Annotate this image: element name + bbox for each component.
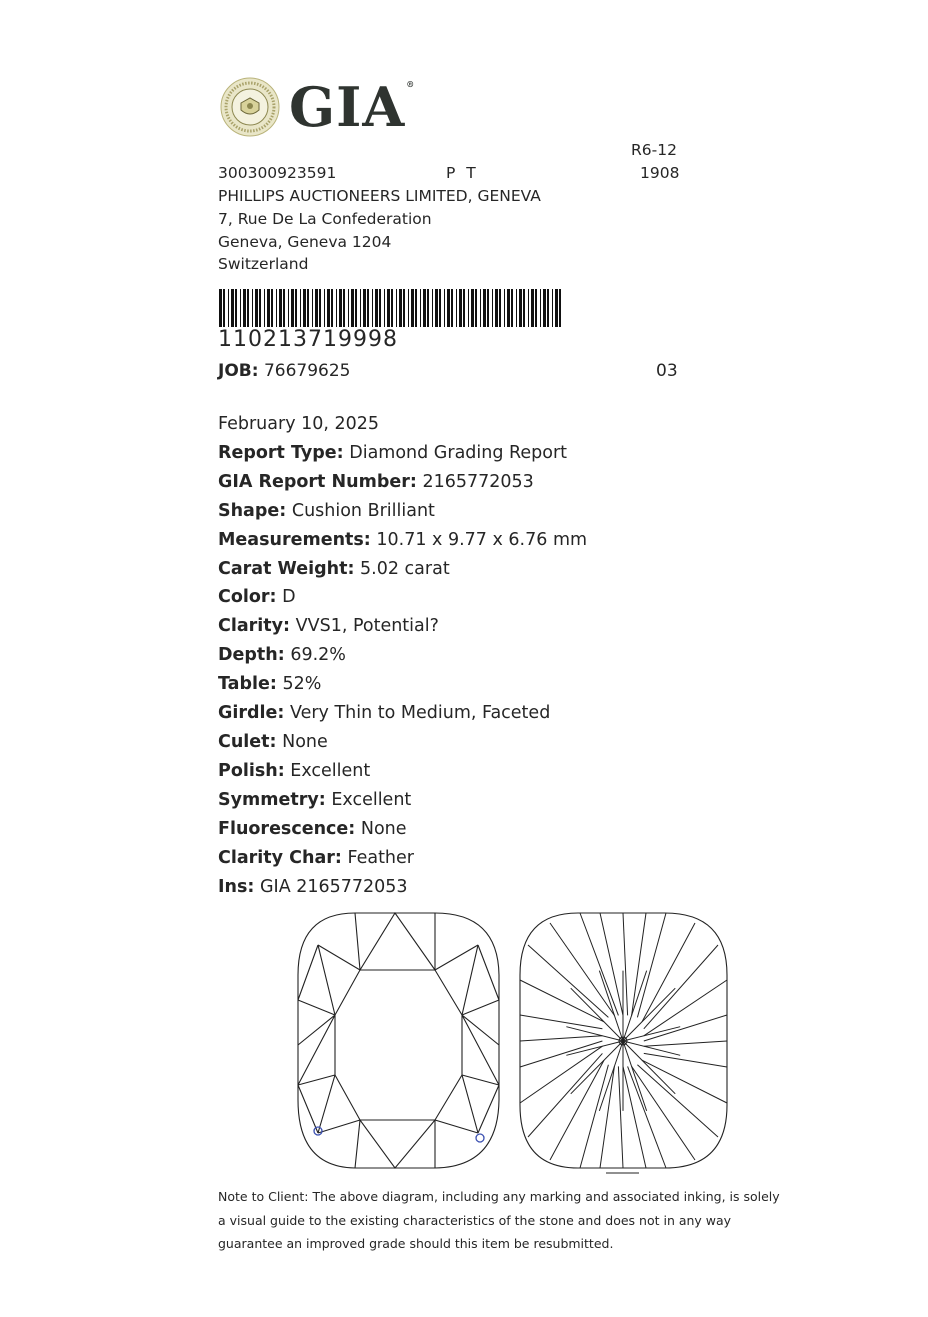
barcode-bar [535,289,537,327]
barcode-bar [552,289,553,327]
barcode-bar [336,289,337,327]
barcode-bar [519,289,522,327]
field-inscription: Ins: GIA 2165772053 [218,876,408,897]
barcode-bar [555,289,558,327]
barcode-bar [396,289,397,327]
barcode-bar [240,289,241,327]
barcode-bar [463,289,465,327]
barcode-bar [355,289,357,327]
field-symmetry: Symmetry: Excellent [218,789,412,810]
pavilion-facet-line [550,923,614,1015]
pavilion-facet-line [623,913,628,1015]
field-table: Table: 52% [218,674,322,695]
note-to-client [218,1185,818,1256]
barcode-bar [367,289,369,327]
barcode-bar [475,289,477,327]
barcode-bar [360,289,361,327]
barcode-bar [480,289,481,327]
pavilion-facet-line [644,945,718,1029]
barcode-bar [312,289,313,327]
pavilion-facet-line [520,1036,602,1041]
field-report-type: Report Type: Diamond Grading Report [218,442,568,463]
barcode-bar [391,289,393,327]
barcode-bar [540,289,541,327]
barcode-bar [559,289,561,327]
barcode-bar [531,289,534,327]
pavilion-main-line [623,1041,675,1094]
pavilion-facet-line [632,913,646,1015]
barcode-bar [291,289,294,327]
field-shape: Shape: Cushion Brilliant [218,500,435,521]
field-clarity: Clarity: VVS1, Potential? [218,616,439,637]
barcode-bar [372,289,373,327]
barcode [219,289,566,327]
barcode-bar [264,289,265,327]
client-country: Switzerland [218,255,309,273]
ref-code-1: R6-12 [631,141,677,159]
pavilion-facet-line [644,1041,727,1046]
barcode-bar [411,289,414,327]
barcode-bar [351,289,354,327]
barcode-bar [348,289,349,327]
service-code: P T [446,164,479,182]
client-city: Geneva, Geneva 1204 [218,233,392,251]
barcode-bar [387,289,390,327]
barcode-bar [331,289,333,327]
barcode-bar [303,289,306,327]
barcode-bar [327,289,330,327]
cushion-crown-diagram [298,913,499,1168]
job-label: JOB: [218,361,259,381]
pavilion-facet-line [642,1060,727,1103]
barcode-bar [447,289,450,327]
pavilion-main-line [623,988,675,1041]
barcode-bar [427,289,429,327]
barcode-bar [499,289,501,327]
barcode-bar [319,289,321,327]
barcode-bar [324,289,325,327]
pavilion-main-line [623,1041,680,1055]
barcode-bar [444,289,445,327]
barcode-bar [295,289,297,327]
gia-logo [219,76,415,138]
barcode-bar [528,289,529,327]
account-number: 300300923591 [218,164,337,182]
barcode-bar [300,289,301,327]
barcode-bar [283,289,285,327]
note-line-3: guarantee an improved grade should this item be resubmitted. [218,1236,614,1251]
barcode-bar [276,289,277,327]
barcode-bar [439,289,441,327]
barcode-bar [252,289,253,327]
gia-wordmark: GIA® [289,75,416,139]
pavilion-main-line [623,1041,647,1111]
pavilion-facet-line [618,1066,623,1168]
pavilion-facet-line [580,913,618,1015]
barcode-bar [468,289,469,327]
barcode-bar [523,289,525,327]
pavilion-main-line [566,1027,623,1041]
field-culet: Culet: None [218,731,328,752]
note-line-1: Note to Client: The above diagram, including any marking and associated inking, is solely [218,1189,780,1204]
barcode-bar [435,289,438,327]
pavilion-facet-line [637,1065,718,1137]
barcode-bar [415,289,417,327]
pavilion-facet-line [628,1066,666,1168]
barcode-bar [223,289,225,327]
barcode-bar [511,289,513,327]
barcode-bar [492,289,493,327]
note-line-2: a visual guide to the existing characteristics of the stone and does not in any way [218,1212,732,1228]
barcode-bar [403,289,405,327]
barcode-bar [420,289,421,327]
barcode-bar [408,289,409,327]
barcode-bar [547,289,549,327]
client-street: 7, Rue De La Confederation [218,210,432,228]
pavilion-facet-line [520,1015,602,1029]
barcode-bar [339,289,342,327]
barcode-bar [495,289,498,327]
report-fields [218,410,587,901]
field-report-number: GIA Report Number: 2165772053 [218,471,534,492]
pavilion-facet-line [520,1041,602,1067]
barcode-bar [504,289,505,327]
gia-seal-icon [219,76,281,138]
job-line [218,361,350,381]
barcode-number: 110213719998 [218,327,398,352]
field-polish: Polish: Excellent [218,760,371,781]
barcode-bar [228,289,229,327]
pavilion-facet-line [528,1053,602,1137]
field-depth: Depth: 69.2% [218,645,346,666]
pavilion-main-line [571,988,623,1041]
barcode-bar [243,289,246,327]
job-code: 03 [656,361,678,381]
field-clarity-char: Clarity Char: Feather [218,847,414,868]
barcode-bar [507,289,510,327]
field-girdle: Girdle: Very Thin to Medium, Faceted [218,703,551,724]
barcode-bar [247,289,249,327]
barcode-bar [235,289,237,327]
barcode-bar [375,289,378,327]
job-value: 76679625 [263,361,351,381]
barcode-bar [459,289,462,327]
barcode-bar [343,289,345,327]
barcode-bar [288,289,289,327]
pavilion-rays [520,913,727,1168]
field-fluorescence: Fluorescence: None [218,818,407,839]
pavilion-facet-line [644,1053,727,1067]
pavilion-facet-line [520,980,604,1022]
ref-code-2: 1908 [640,164,680,182]
barcode-bar [384,289,385,327]
barcode-bar [307,289,309,327]
barcode-bar [451,289,453,327]
pavilion-facet-line [623,1066,646,1168]
barcode-bar [219,289,222,327]
barcode-bar [543,289,546,327]
field-carat-weight: Carat Weight: 5.02 carat [218,558,450,579]
barcode-bar [423,289,426,327]
barcode-bar [432,289,433,327]
inclusion-marker-left [314,1127,322,1135]
barcode-bar [456,289,457,327]
barcode-bar [487,289,489,327]
barcode-bar [399,289,402,327]
barcode-bar [516,289,517,327]
barcode-bar [483,289,486,327]
field-measurements: Measurements: 10.71 x 9.77 x 6.76 mm [218,529,588,550]
barcode-bar [231,289,234,327]
pavilion-main-line [599,971,623,1041]
barcode-bar [363,289,366,327]
pavilion-facet-line [600,1066,614,1168]
barcode-bar [255,289,258,327]
plotting-diagram [290,905,730,1190]
client-name: PHILLIPS AUCTIONEERS LIMITED, GENEVA [218,187,541,205]
barcode-bar [315,289,318,327]
barcode-bar [379,289,381,327]
inclusion-marker-right [476,1134,484,1142]
barcode-bar [267,289,270,327]
barcode-bar [259,289,261,327]
report-date: February 10, 2025 [218,414,380,434]
barcode-bar [271,289,273,327]
barcode-bar [279,289,282,327]
field-color: Color: D [218,587,296,608]
barcode-bar [471,289,474,327]
